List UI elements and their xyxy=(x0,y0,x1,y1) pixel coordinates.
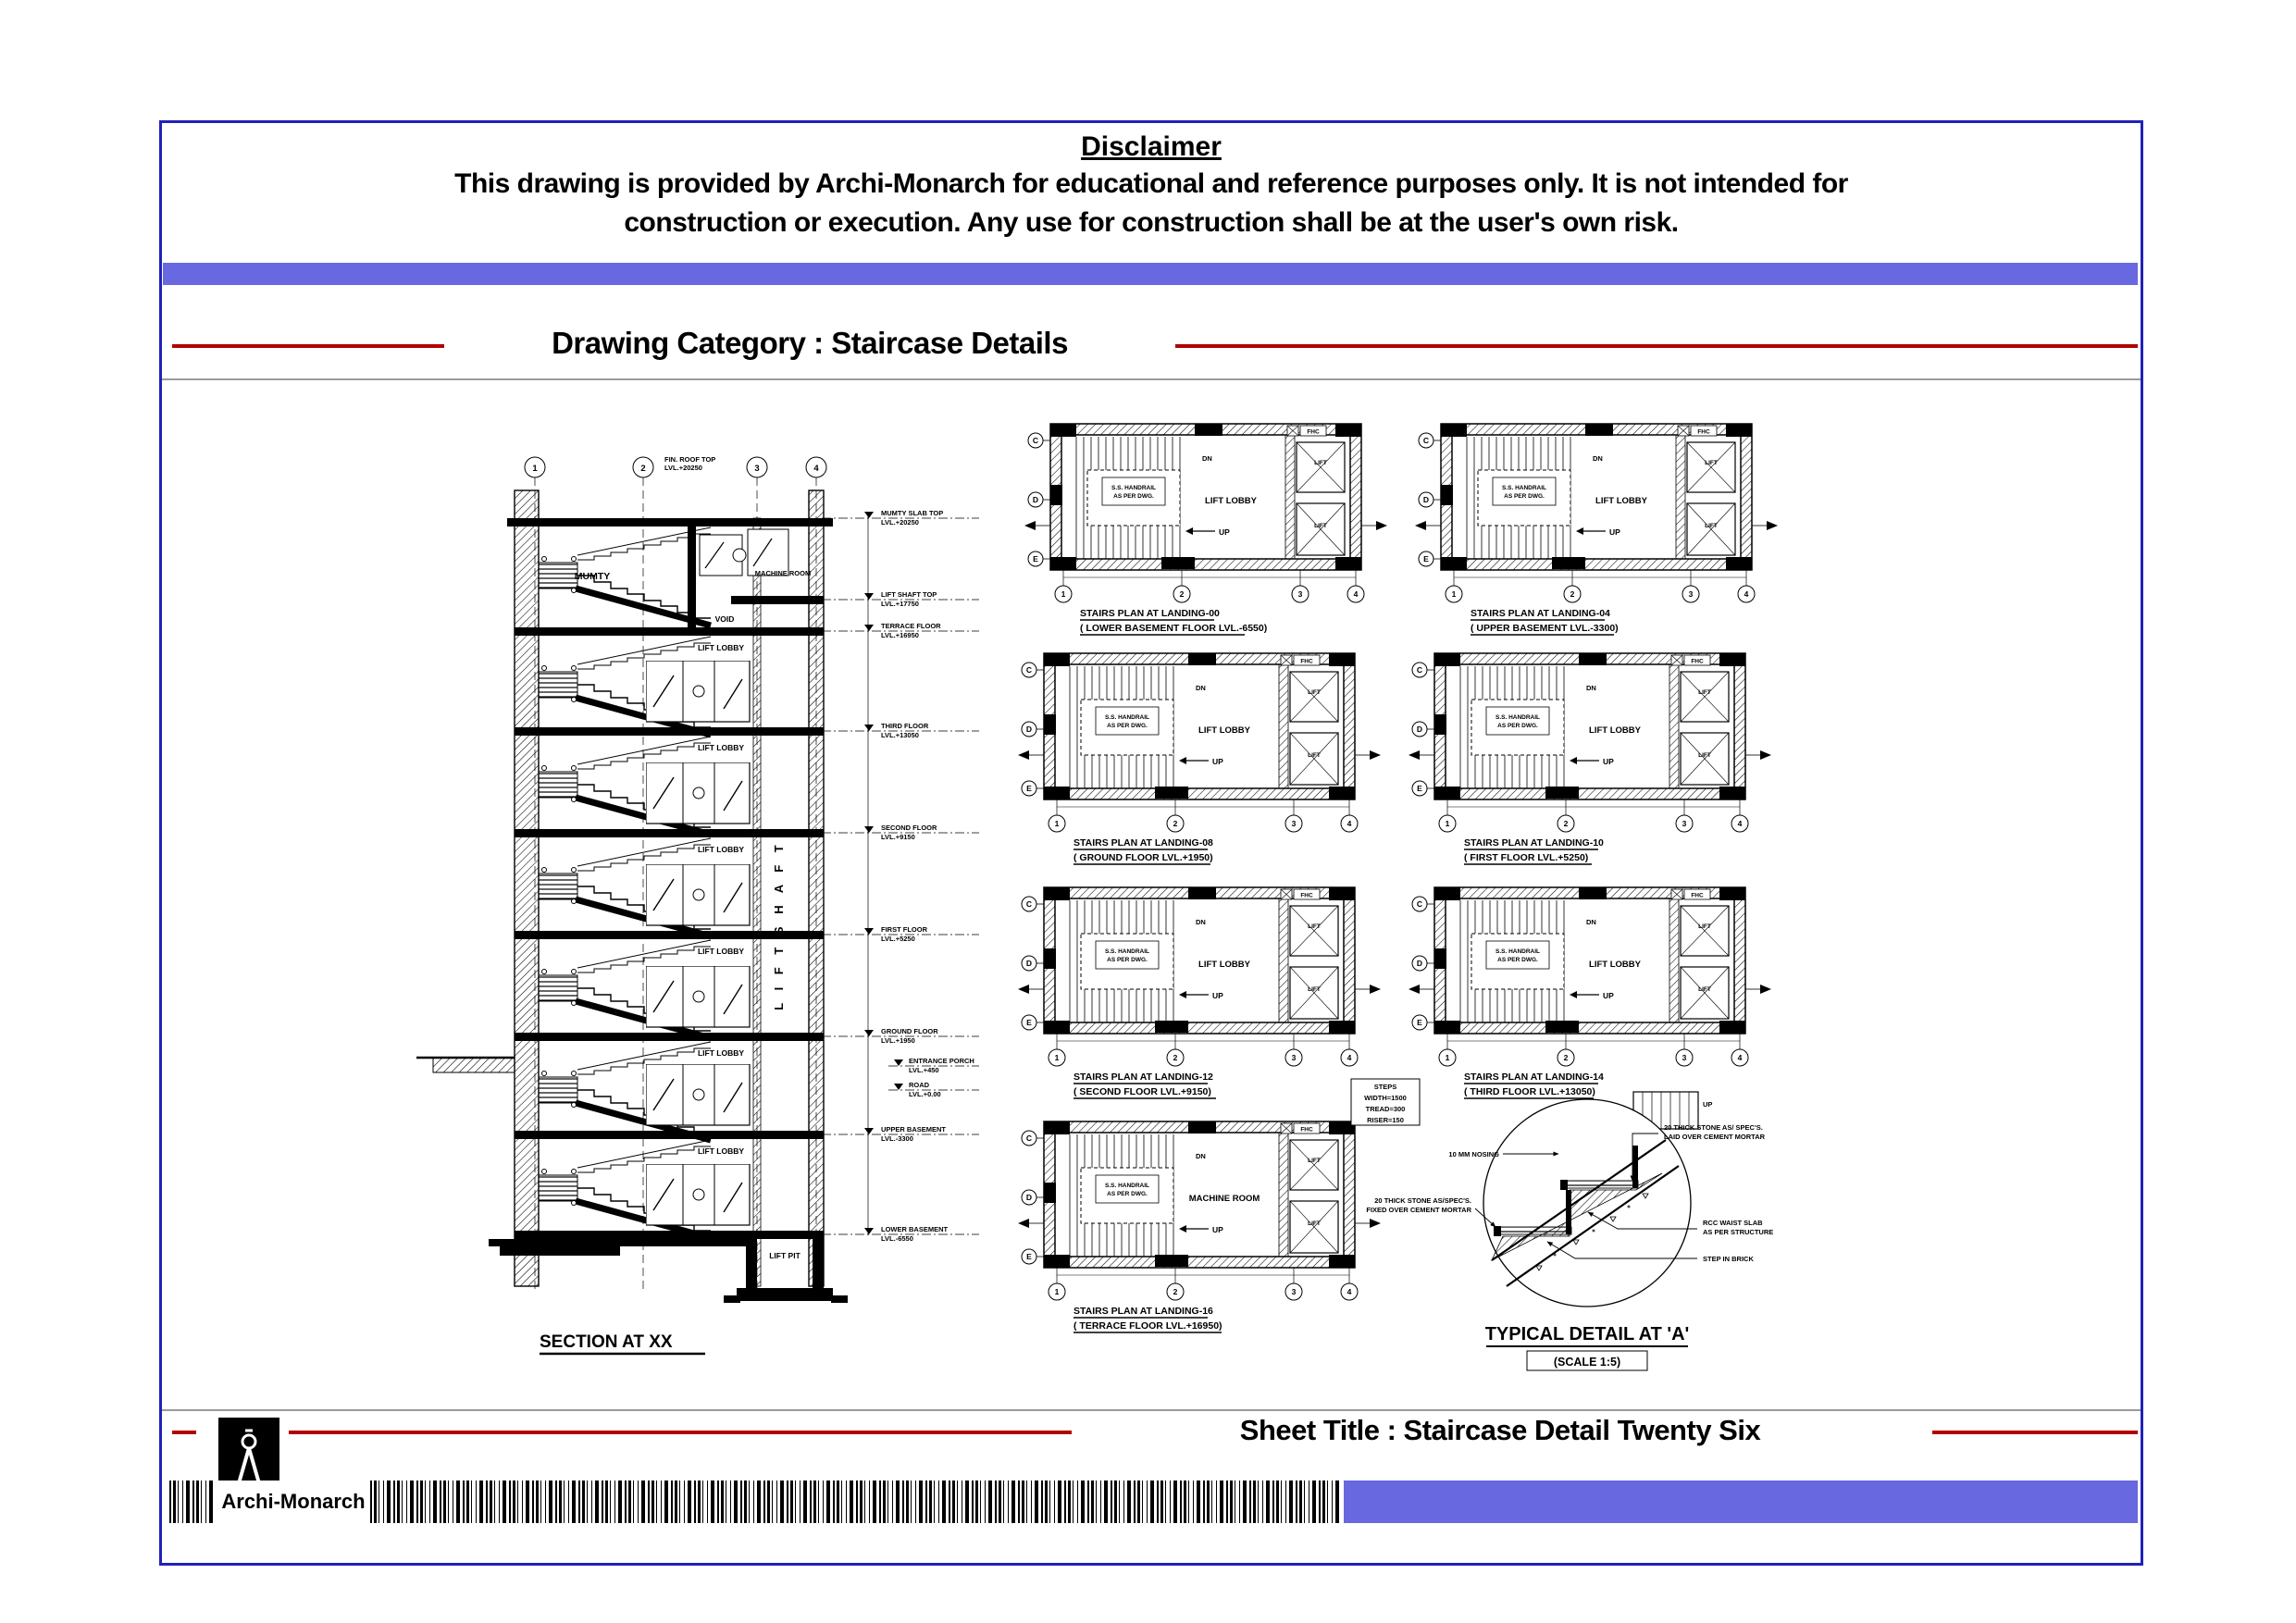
plan-room-label: LIFT LOBBY xyxy=(1589,960,1641,970)
footer-title-right-rule xyxy=(1932,1431,2138,1434)
stair-plan-6 xyxy=(1409,887,1771,1098)
level-value: LVL.-6550 xyxy=(881,1234,913,1243)
detail-ann-stone-top-2: LAID OVER CEMENT MORTAR xyxy=(1664,1133,1766,1141)
steps-note-line: WIDTH=1500 xyxy=(1364,1094,1407,1102)
lift-lobby-label: LIFT LOBBY xyxy=(697,1146,745,1156)
sheet-title: Sheet Title : Staircase Detail Twenty Six xyxy=(1239,1414,1761,1446)
mumty-label: MUMTY xyxy=(574,571,611,582)
plan-title: STAIRS PLAN AT LANDING-04 xyxy=(1471,608,1610,619)
level-name: SECOND FLOOR xyxy=(881,824,937,832)
plan-title: STAIRS PLAN AT LANDING-10 xyxy=(1464,837,1604,849)
steps-note-line: TREAD=300 xyxy=(1365,1105,1406,1113)
detail-ann-stone-left-2: FIXED OVER CEMENT MORTAR xyxy=(1366,1206,1471,1214)
stair-plan-3 xyxy=(1018,653,1381,864)
level-value: LVL.+450 xyxy=(909,1066,939,1074)
detail-ann-waist-2: AS PER STRUCTURE xyxy=(1703,1228,1774,1236)
plan-subtitle: ( FIRST FLOOR LVL.+5250) xyxy=(1464,852,1589,863)
plan-subtitle: ( GROUND FLOOR LVL.+1950) xyxy=(1074,852,1213,863)
plan-room-label: LIFT LOBBY xyxy=(1198,960,1250,970)
footer-title-left-rule xyxy=(289,1431,1072,1434)
level-name: UPPER BASEMENT xyxy=(881,1125,947,1134)
bottom-blue-bar xyxy=(1344,1481,2138,1523)
footer-divider xyxy=(162,1409,2141,1411)
plan-title: STAIRS PLAN AT LANDING-00 xyxy=(1080,608,1220,619)
detail-ann-stone-top-1: 20 THICK STONE AS/ SPEC'S. xyxy=(1664,1123,1763,1132)
detail-ann-stone-left-1: 20 THICK STONE AS/SPEC'S. xyxy=(1374,1196,1471,1205)
plan-room-label: LIFT LOBBY xyxy=(1205,496,1257,506)
section-grid-1: 1 xyxy=(532,464,538,474)
level-name: FIRST FLOOR xyxy=(881,925,927,934)
category-left-rule xyxy=(172,344,444,348)
level-name: TERRACE FLOOR xyxy=(881,622,941,630)
level-value: LVL.+13050 xyxy=(881,731,919,739)
section-grid-3: 3 xyxy=(754,464,760,474)
category-title: Drawing Category : Staircase Details xyxy=(552,326,1068,360)
level-value: LVL.+0.00 xyxy=(909,1090,941,1098)
stair-plan-5 xyxy=(1018,887,1381,1098)
fin-roof-level: LVL.+20250 xyxy=(664,464,702,472)
level-markers xyxy=(822,509,979,1243)
section-grid-4: 4 xyxy=(813,464,819,474)
detail-scale: (SCALE 1:5) xyxy=(1553,1356,1621,1369)
detail-title: TYPICAL DETAIL AT 'A' xyxy=(1484,1324,1690,1344)
void-label: VOID xyxy=(714,614,735,624)
level-value: LVL.-3300 xyxy=(881,1134,913,1143)
footer-left-dash xyxy=(172,1431,196,1434)
level-value: LVL.+20250 xyxy=(881,518,919,527)
plan-room-label: LIFT LOBBY xyxy=(1595,496,1647,506)
level-value: LVL.+9150 xyxy=(881,833,915,841)
level-name: MUMTY SLAB TOP xyxy=(881,509,944,517)
disclaimer-title: Disclaimer xyxy=(1081,131,1222,162)
plan-room-label: LIFT LOBBY xyxy=(1589,725,1641,736)
foundation xyxy=(489,1231,848,1303)
section-view xyxy=(416,455,979,1354)
steps-note-box xyxy=(1351,1079,1420,1125)
section-left-wall xyxy=(515,490,539,1286)
disclaimer-line-1: This drawing is provided by Archi-Monarch for educational and reference purposes only. It is not intended for xyxy=(454,168,1848,199)
lift-pit-label: LIFT PIT xyxy=(769,1251,800,1260)
plan-title: STAIRS PLAN AT LANDING-12 xyxy=(1074,1072,1213,1083)
level-value: LVL.+16950 xyxy=(881,631,919,639)
steps-note-line: RISER=150 xyxy=(1367,1116,1404,1124)
entrance-porch xyxy=(433,1058,515,1072)
plan-title: STAIRS PLAN AT LANDING-14 xyxy=(1464,1072,1604,1083)
lift-lobby-label: LIFT LOBBY xyxy=(697,947,745,956)
plan-subtitle: ( UPPER BASEMENT LVL.-3300) xyxy=(1471,623,1619,634)
barcode-left-segment xyxy=(169,1481,216,1523)
typical-detail-a xyxy=(1366,1099,1773,1370)
lift-lobby-label: LIFT LOBBY xyxy=(697,845,745,854)
staircase-drawing xyxy=(398,389,2166,1406)
lift-lobby-label: LIFT LOBBY xyxy=(697,743,745,752)
steps-note-line: STEPS xyxy=(1373,1083,1397,1091)
level-name: LIFT SHAFT TOP xyxy=(881,590,937,599)
tread-stone xyxy=(1566,1181,1638,1188)
lift-lobby-label: LIFT LOBBY xyxy=(697,1048,745,1058)
plan-title: STAIRS PLAN AT LANDING-16 xyxy=(1074,1306,1213,1317)
level-value: LVL.+5250 xyxy=(881,935,915,943)
level-value: LVL.+17750 xyxy=(881,600,919,608)
lift-shaft-label: L I F T S H A F T xyxy=(772,840,786,1010)
stair-plan-4 xyxy=(1409,653,1771,864)
level-name: GROUND FLOOR xyxy=(881,1027,938,1035)
plan-subtitle: ( SECOND FLOOR LVL.+9150) xyxy=(1074,1086,1211,1097)
plan-room-label: MACHINE ROOM xyxy=(1188,1194,1260,1204)
disclaimer-line-2: construction or execution. Any use for construction shall be at the user's own risk. xyxy=(624,207,1679,238)
tread-stone xyxy=(1499,1227,1571,1234)
level-name: ROAD xyxy=(909,1081,930,1089)
category-right-rule xyxy=(1175,344,2138,348)
lift-lobby-label: LIFT LOBBY xyxy=(697,643,745,652)
detail-ann-waist-1: RCC WAIST SLAB xyxy=(1703,1219,1763,1227)
section-right-wall xyxy=(809,490,824,1286)
top-blue-bar xyxy=(163,263,2138,285)
section-title: SECTION AT XX xyxy=(540,1332,673,1352)
fin-roof-label: FIN. ROOF TOP xyxy=(664,455,716,464)
plan-subtitle: ( LOWER BASEMENT FLOOR LVL.-6550) xyxy=(1080,623,1268,634)
level-value: LVL.+1950 xyxy=(881,1036,915,1045)
level-name: THIRD FLOOR xyxy=(881,722,929,730)
level-name: LOWER BASEMENT xyxy=(881,1225,949,1233)
barcode-main-segment xyxy=(370,1481,1340,1523)
up-label: UP xyxy=(1703,1100,1713,1109)
machine-room-label: MACHINE ROOM xyxy=(754,569,812,577)
plan-subtitle: ( TERRACE FLOOR LVL.+16950) xyxy=(1074,1320,1222,1332)
stair-plan-1 xyxy=(1024,424,1387,635)
detail-ann-nosing: 10 MM NOSING xyxy=(1448,1150,1499,1158)
plan-room-label: LIFT LOBBY xyxy=(1198,725,1250,736)
level-name: ENTRANCE PORCH xyxy=(909,1057,974,1065)
plan-title: STAIRS PLAN AT LANDING-08 xyxy=(1074,837,1213,849)
category-divider xyxy=(162,378,2141,380)
detail-ann-brick: STEP IN BRICK xyxy=(1703,1255,1754,1263)
stair-plan-2 xyxy=(1415,424,1778,635)
plan-subtitle: ( THIRD FLOOR LVL.+13050) xyxy=(1464,1086,1595,1097)
section-grid-2: 2 xyxy=(640,464,646,474)
brand-name: Archi-Monarch xyxy=(218,1481,368,1523)
